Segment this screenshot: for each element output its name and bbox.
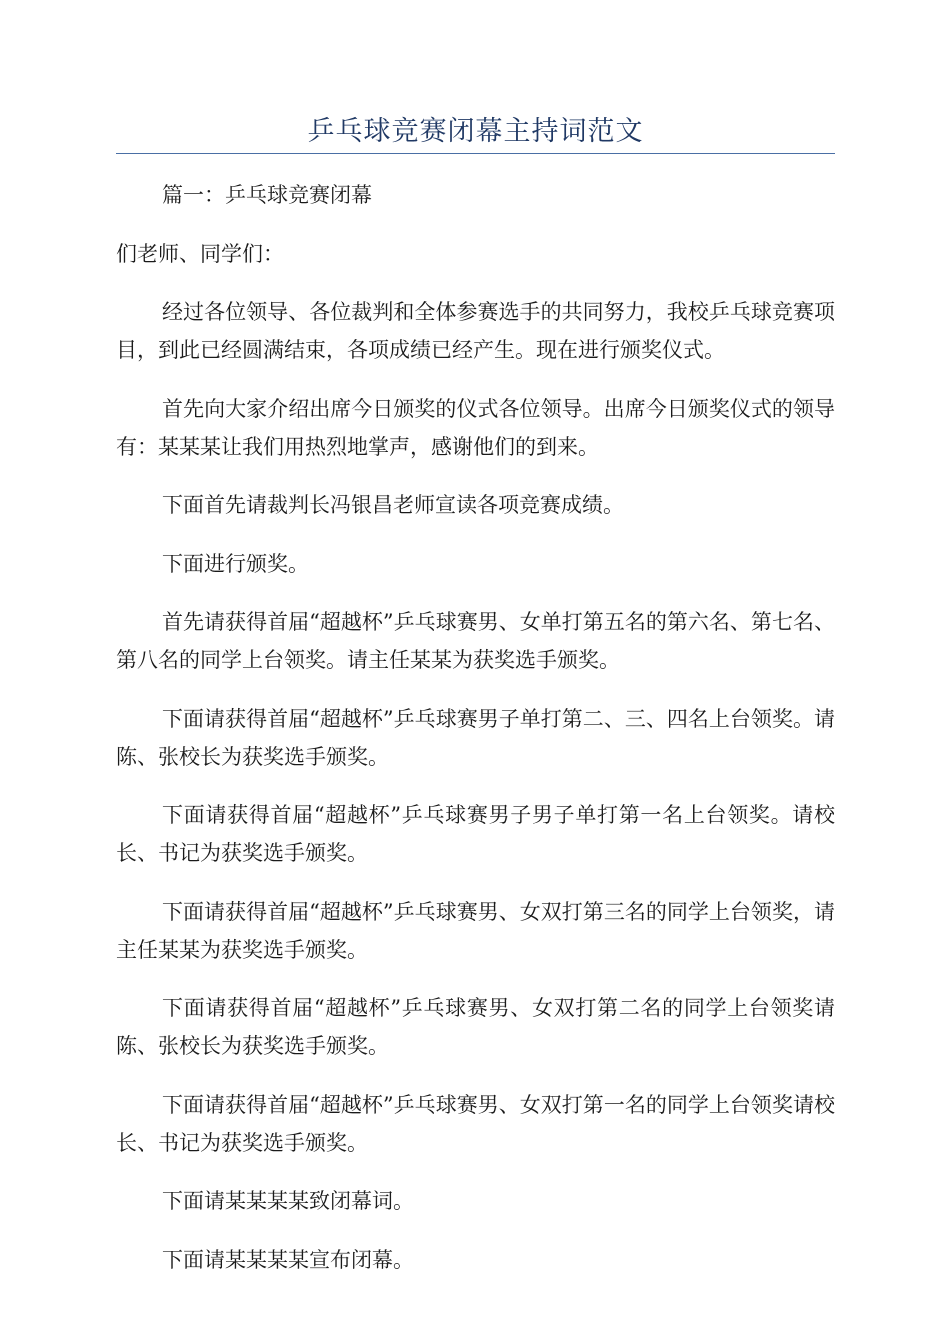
paragraph-results-reading: 下面首先请裁判长冯银昌老师宣读各项竞赛成绩。 (162, 493, 624, 517)
paragraph-declare-closing: 下面请某某某某宣布闭幕。 (162, 1247, 414, 1272)
paragraph-section-heading: 篇一：乒乓球竞赛闭幕 (162, 183, 372, 207)
paragraph-leaders-intro: 首先向大家介绍出席今日颁奖的仪式各位领导。出席今日颁奖仪式的领导有：某某某让我们用热烈地掌声，感谢他们的到来。 (116, 396, 835, 459)
paragraph-award-singles-5to8: 首先请获得首届“超越杯”乒乓球赛男、女单打第五名的第六名、第七名、第八名的同学上台领奖。请主任某某为获奖选手颁奖。 (116, 610, 835, 672)
paragraph-award-doubles-2: 下面请获得首届“超越杯”乒乓球赛男、女双打第二名的同学上台领奖请陈、张校长为获奖选手颁奖。 (116, 996, 835, 1058)
paragraph-award-mens-singles-2to4: 下面请获得首届“超越杯”乒乓球赛男子单打第二、三、四名上台领奖。请陈、张校长为获奖选手颁奖。 (116, 706, 835, 769)
paragraph-closing-speech: 下面请某某某某致闭幕词。 (162, 1189, 414, 1213)
paragraph-award-doubles-1: 下面请获得首届“超越杯”乒乓球赛男、女双打第一名的同学上台领奖请校长、书记为获奖选手颁奖。 (116, 1092, 835, 1155)
paragraph-opening: 经过各位领导、各位裁判和全体参赛选手的共同努力，我校乒乓球竞赛项目，到此已经圆满结束，各项成绩已经产生。现在进行颁奖仪式。 (116, 300, 835, 362)
paragraph-award-mens-singles-1: 下面请获得首届“超越杯”乒乓球赛男子男子单打第一名上台领奖。请校长、书记为获奖选手颁奖。 (116, 803, 835, 865)
paragraph-salutation: 们老师、同学们： (116, 241, 284, 266)
document-body (116, 176, 835, 1299)
title-underline (116, 153, 835, 154)
paragraph-awards-start: 下面进行颁奖。 (162, 551, 309, 576)
document-title: 乒乓球竞赛闭幕主持词范文 (307, 116, 644, 147)
paragraph-award-doubles-3: 下面请获得首届“超越杯”乒乓球赛男、女双打第三名的同学上台领奖，请主任某某为获奖选手颁奖。 (116, 899, 835, 962)
